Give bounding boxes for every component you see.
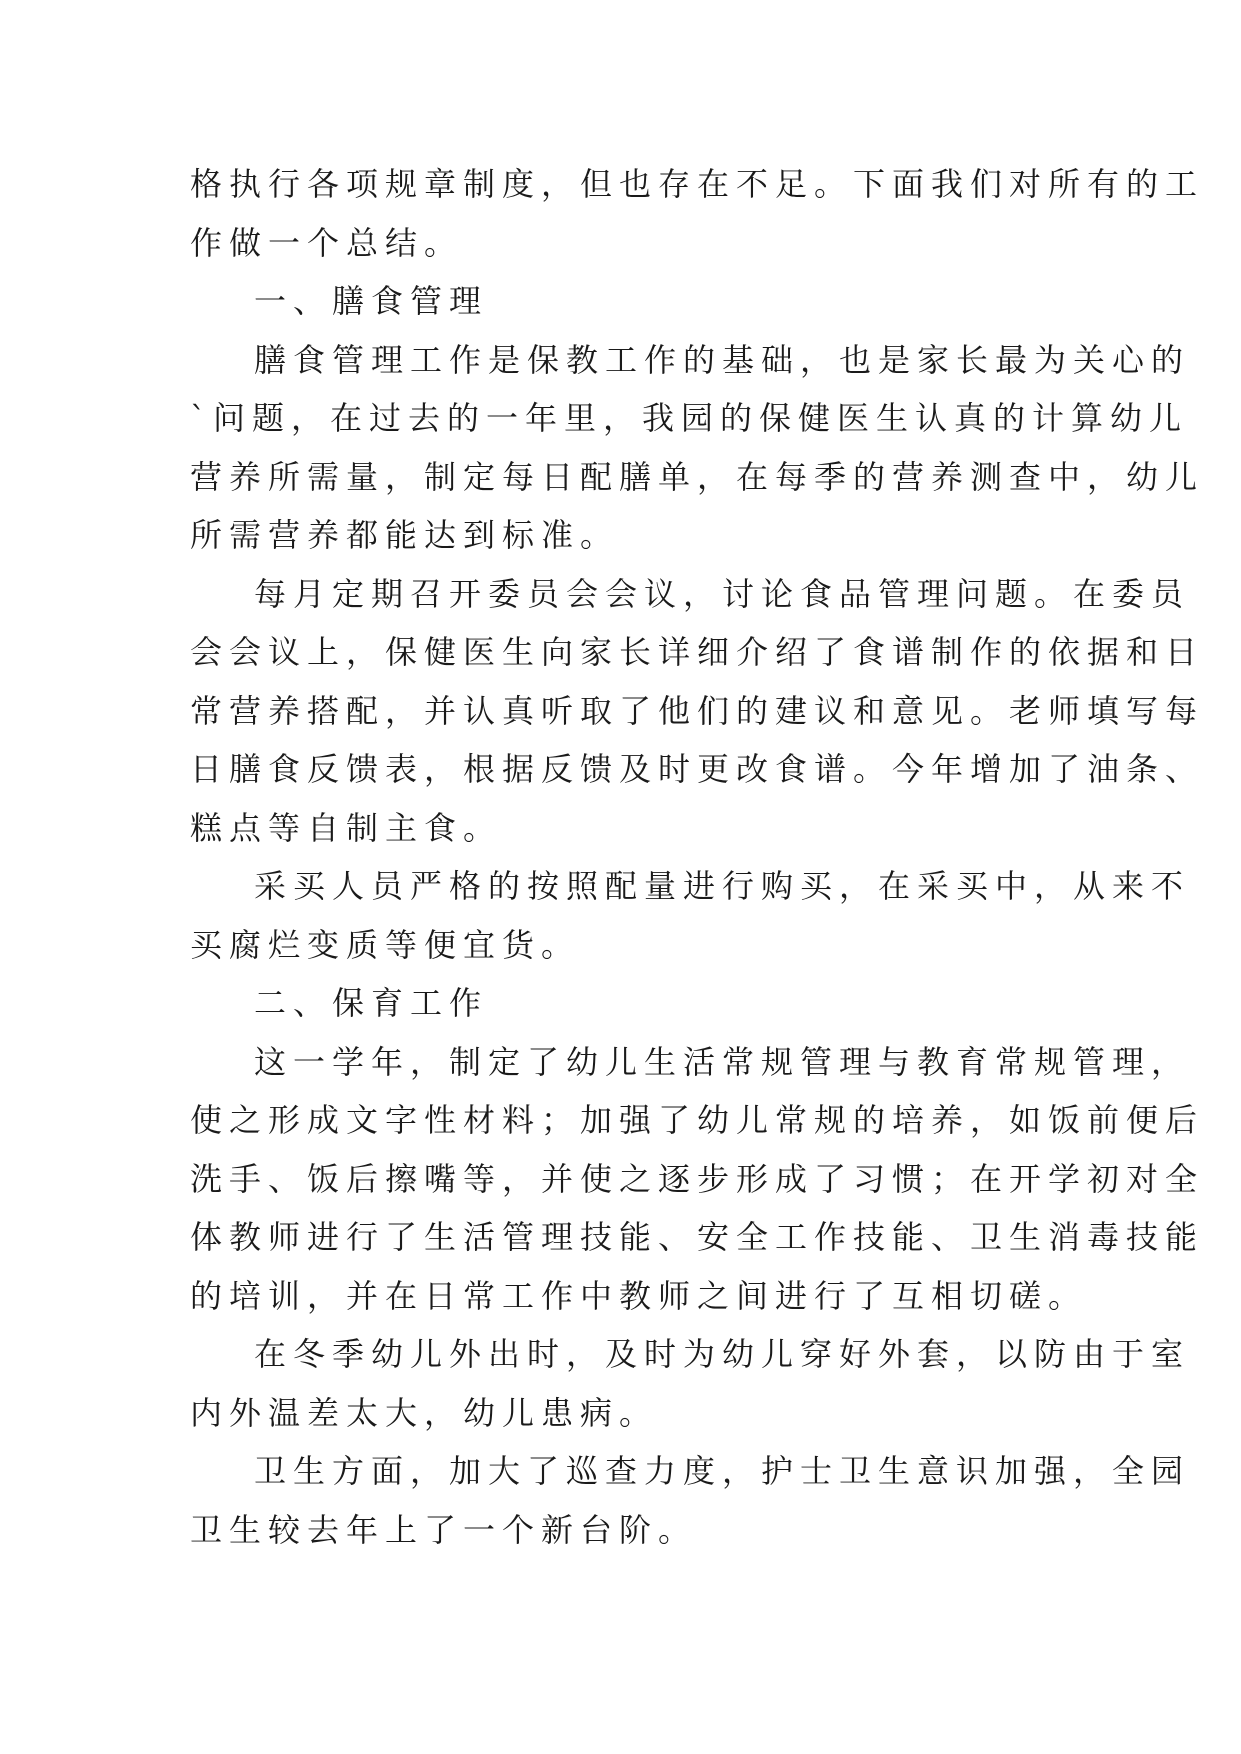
text-line: 采买人员严格的按照配量进行购买，在采买中，从来不 <box>254 867 1191 905</box>
text-line: 在冬季幼儿外出时，及时为幼儿穿好外套，以防由于室 <box>254 1335 1191 1373</box>
text-line: 营养所需量，制定每日配膳单，在每季的营养测查中，幼儿 <box>190 457 1205 496</box>
text-line: 会会议上，保健医生向家长详细介绍了食谱制作的依据和日 <box>190 633 1205 671</box>
text-line: 内外温差太大，幼儿患病。 <box>190 1393 659 1432</box>
text-line: `问题，在过去的一年里，我园的保健医生认真的计算幼儿 <box>190 399 1189 437</box>
text-line: 作做一个总结。 <box>190 223 464 262</box>
text-line: 日膳食反馈表，根据反馈及时更改食谱。今年增加了油条、 <box>190 750 1205 788</box>
text-line: 所需营养都能达到标准。 <box>190 516 620 554</box>
text-line: 卫生方面，加大了巡查力度，护士卫生意识加强，全园 <box>254 1452 1191 1490</box>
section-heading: 二、保育工作 <box>254 984 489 1022</box>
text-line: 体教师进行了生活管理技能、安全工作技能、卫生消毒技能 <box>190 1218 1205 1256</box>
text-line: 格执行各项规章制度，但也存在不足。下面我们对所有的工 <box>190 165 1205 203</box>
text-line: 使之形成文字性材料；加强了幼儿常规的培养，如饭前便后 <box>190 1101 1205 1139</box>
text-line: 洗手、饭后擦嘴等，并使之逐步形成了习惯；在开学初对全 <box>190 1159 1205 1198</box>
text-line: 卫生较去年上了一个新台阶。 <box>190 1510 698 1549</box>
text-line: 每月定期召开委员会会议，讨论食品管理问题。在委员 <box>254 574 1191 613</box>
text-line: 糕点等自制主食。 <box>190 808 503 847</box>
text-line: 膳食管理工作是保教工作的基础，也是家长最为关心的 <box>254 340 1191 379</box>
text-line: 这一学年，制定了幼儿生活常规管理与教育常规管理， <box>254 1042 1191 1081</box>
text-line: 常营养搭配，并认真听取了他们的建议和意见。老师填写每 <box>190 691 1205 730</box>
text-line: 买腐烂变质等便宜货。 <box>190 925 581 964</box>
text-line: 的培训，并在日常工作中教师之间进行了互相切磋。 <box>190 1276 1088 1315</box>
section-heading: 一、膳食管理 <box>254 282 489 320</box>
